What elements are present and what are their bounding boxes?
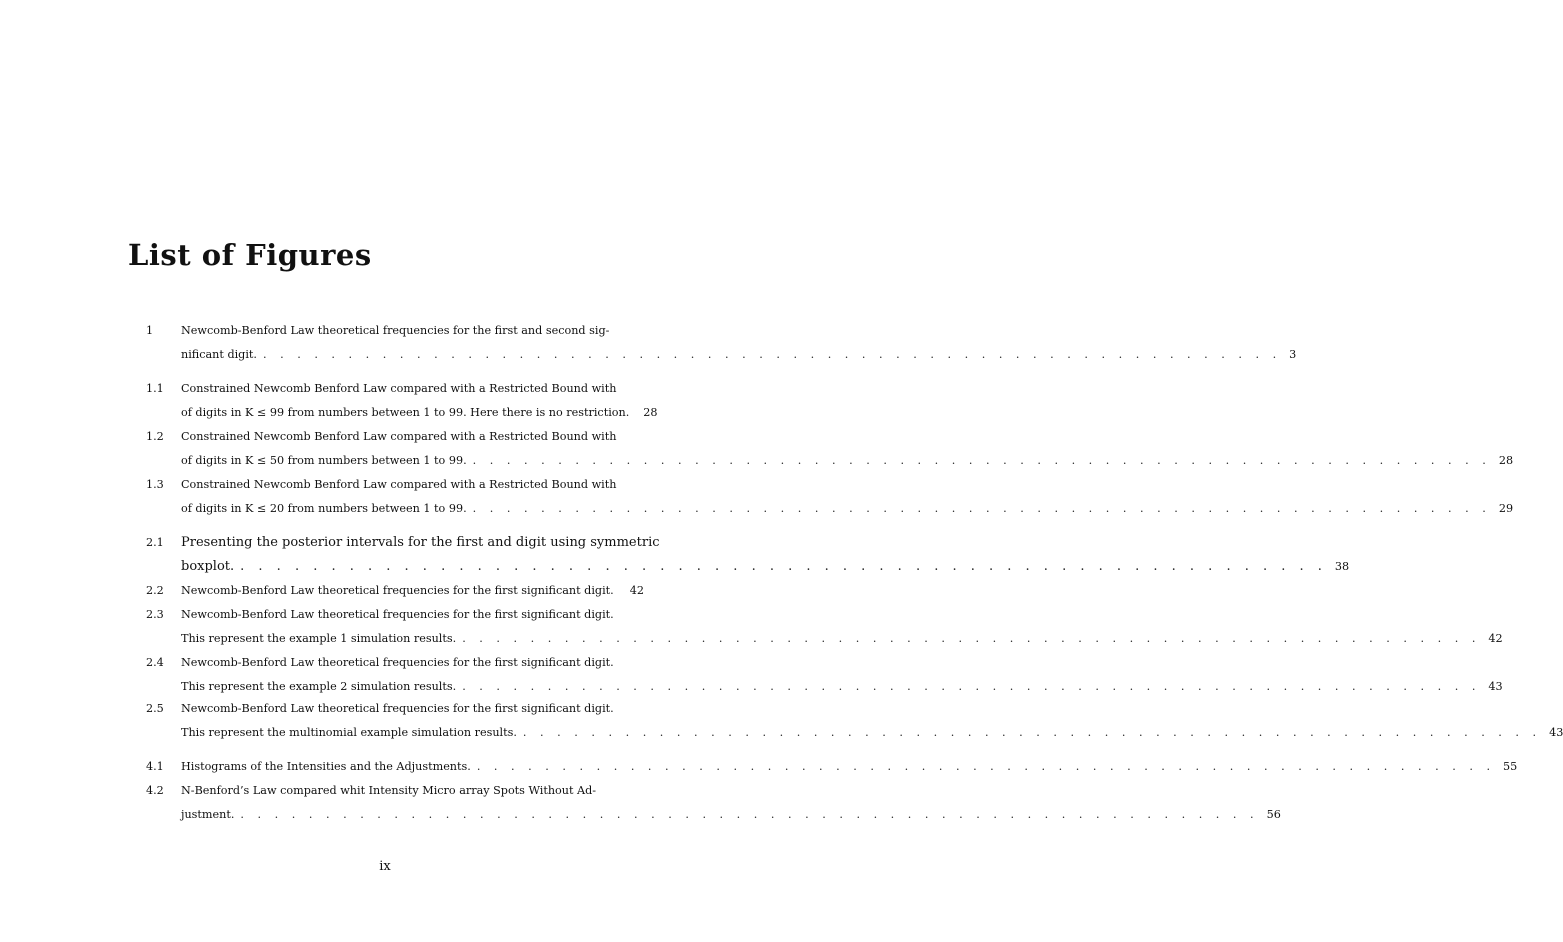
figure-page-number: 55 xyxy=(1503,760,1518,773)
figure-number: 1 xyxy=(146,324,154,337)
figure-number: 2.2 xyxy=(146,584,164,597)
figure-page-number: 3 xyxy=(1289,348,1297,361)
figure-entry-4-1[interactable] xyxy=(146,759,1518,775)
figure-entry-2-4[interactable] xyxy=(146,655,1503,695)
dot-leader: . . . . . . . . . . . . . . . . . . . . . . . . . . . . . . . . . . . . . . . . . . . . . . . . . . . . . . . . . . . . xyxy=(472,502,1491,515)
page-folio: ix xyxy=(379,859,391,874)
dot-leader: . . . . . . . . . . . . . . . . . . . . . . . . . . . . . . . . . . . . . . . . . . . . . . . . . . . . . . . . . . . . xyxy=(462,632,1481,645)
figure-entry-2-2[interactable] xyxy=(146,583,644,599)
figure-entry-2-3[interactable] xyxy=(146,607,1503,647)
figure-caption-line-2: This represent the multinomial example simulation results. xyxy=(181,726,517,739)
figure-number: 2.1 xyxy=(146,536,164,549)
figure-number: 2.3 xyxy=(146,608,164,621)
dot-leader: . . . . . . . . . . . . . . . . . . . . . . . . . . . . . . . . . . . . . . . . . . . . . . . . . . . . . . . . . . . . xyxy=(240,559,1327,574)
figure-caption-line-1: Constrained Newcomb Benford Law compared with a Restricted Bound with xyxy=(181,382,617,395)
figure-entry-2-5[interactable] xyxy=(146,701,1563,741)
dot-leader: . . . . . . . . . . . . . . . . . . . . . . . . . . . . . . . . . . . . . . . . . . . . . . . . . . . . . . . . . . . . xyxy=(240,808,1259,821)
figure-number: 2.4 xyxy=(146,656,164,669)
figure-page-number: 29 xyxy=(1498,502,1514,515)
figure-page-number: 42 xyxy=(1488,632,1503,645)
figure-caption-line-2: nificant digit. xyxy=(181,348,257,361)
figure-page-number: 56 xyxy=(1266,808,1281,821)
figure-number: 1.2 xyxy=(146,430,164,443)
figure-entry-1-3[interactable] xyxy=(146,477,1514,517)
figure-caption-line-1: Newcomb-Benford Law theoretical frequencies for the first significant digit. xyxy=(181,608,614,621)
figure-caption-line-2: This represent the example 1 simulation results. xyxy=(181,632,457,645)
figure-caption-line-1: Constrained Newcomb Benford Law compared with a Restricted Bound with xyxy=(181,478,617,491)
figure-caption-line-1: Newcomb-Benford Law theoretical frequencies for the first significant digit. xyxy=(181,584,614,597)
page-title: List of Figures xyxy=(128,238,372,272)
figure-number: 4.2 xyxy=(146,784,164,797)
figure-caption-line-1: Newcomb-Benford Law theoretical frequencies for the first significant digit. xyxy=(181,656,614,669)
figure-number: 1.3 xyxy=(146,478,164,491)
figure-entry-4-2[interactable] xyxy=(146,783,1281,823)
figure-caption-line-1: N-Benford’s Law compared whit Intensity Micro array Spots Without Ad- xyxy=(181,784,597,797)
figure-entry-2-1[interactable] xyxy=(146,535,1350,575)
figure-page-number: 42 xyxy=(629,584,644,597)
figure-caption-line-2: of digits in K ≤ 99 from numbers between 1 to 99. Here there is no restriction. xyxy=(181,406,630,419)
figure-entry-1-2[interactable] xyxy=(146,429,1514,469)
figure-caption-line-2: boxplot. xyxy=(181,559,235,574)
figure-caption-line-1: Constrained Newcomb Benford Law compared with a Restricted Bound with xyxy=(181,430,617,443)
figure-number: 4.1 xyxy=(146,760,164,773)
figure-caption-line-2: justment. xyxy=(181,808,235,821)
dot-leader: . . . . . . . . . . . . . . . . . . . . . . . . . . . . . . . . . . . . . . . . . . . . . . . . . . . . . . . . . . . . xyxy=(476,760,1495,773)
dot-leader: . . . . . . . . . . . . . . . . . . . . . . . . . . . . . . . . . . . . . . . . . . . . . . . . . . . . . . . . . . . . xyxy=(262,348,1282,361)
figure-caption-line-1: Histograms of the Intensities and the Adjustments. xyxy=(181,760,471,773)
dot-leader: . . . . . . . . . . . . . . . . . . . . . . . . . . . . . . . . . . . . . . . . . . . . . . . . . . . . . . . . . . . . xyxy=(462,680,1481,693)
figure-caption-line-1: Newcomb-Benford Law theoretical frequencies for the first and second sig- xyxy=(181,324,610,337)
figure-page-number: 38 xyxy=(1334,560,1350,573)
figure-entry-1[interactable] xyxy=(146,323,1297,363)
figure-number: 2.5 xyxy=(146,702,164,715)
figure-caption-line-1: Newcomb-Benford Law theoretical frequencies for the first significant digit. xyxy=(181,702,614,715)
dot-leader: . . . . . . . . . . . . . . . . . . . . . . . . . . . . . . . . . . . . . . . . . . . . . . . . . . . . . . . . . . . . xyxy=(522,726,1542,739)
dot-leader: . . . . . . . . . . . . . . . . . . . . . . . . . . . . . . . . . . . . . . . . . . . . . . . . . . . . . . . . . . . . xyxy=(472,454,1491,467)
figure-page-number: 28 xyxy=(643,406,658,419)
figure-page-number: 28 xyxy=(1498,454,1514,467)
figure-page-number: 43 xyxy=(1488,680,1503,693)
figure-caption-line-1: Presenting the posterior intervals for the first and digit using symmetric xyxy=(181,535,660,550)
figure-caption-line-2: of digits in K ≤ 50 from numbers between 1 to 99. xyxy=(181,454,467,467)
figure-entry-1-1[interactable] xyxy=(146,381,658,421)
figure-caption-line-2: This represent the example 2 simulation results. xyxy=(181,680,457,693)
figure-page-number: 43 xyxy=(1549,726,1563,739)
figure-number: 1.1 xyxy=(146,382,164,395)
figure-caption-line-2: of digits in K ≤ 20 from numbers between 1 to 99. xyxy=(181,502,467,515)
